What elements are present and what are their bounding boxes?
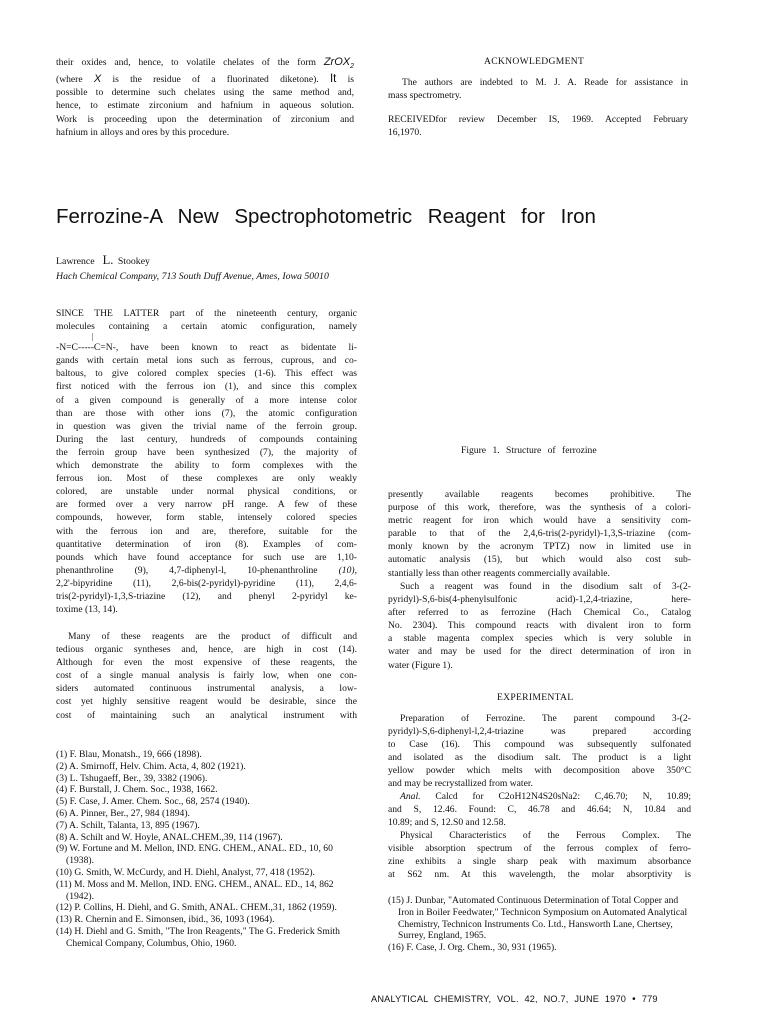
received-note: RECEIVEDfor review December IS, 1969. Accepted February 16,1970. — [388, 114, 688, 139]
reference-item: (5) F. Case, J. Amer. Chem. Soc., 68, 2574 (1940). — [56, 796, 250, 808]
reference-item: (10) G. Smith, W. McCurdy, and H. Diehl, Analyst, 77, 418 (1952). — [56, 866, 315, 878]
author-affiliation: Hach Chemical Company, 713 South Duff Avenue, Ames, Iowa 50010 — [56, 271, 329, 282]
references-left — [56, 749, 362, 950]
x-symbol: X — [93, 73, 102, 86]
article-title: Ferrozine-A New Spectrophotometric Reagent for Iron — [56, 205, 596, 228]
right-paragraph-1: presently available reagents becomes prohibitive. The purpose of this work, therefore, was the synthesis of a colori- metric reagent for iron which would have a sensitivity com- parable to that of the 2,4,6-tris(2-pyridyl)-1,3,S-triazine (com- monly known by the acronym TPTZ) now in limited use in automatic analysis (15), but which would also cost sub- stantially less than other reagents commercially available. — [388, 489, 691, 579]
reference-item: (16) F. Case, J. Org. Chem., 30, 931 (1965). — [388, 942, 557, 954]
reference-item: (3) L. Tshugaeff, Ber., 39, 3382 (1906). — [56, 772, 208, 784]
references-right — [388, 895, 694, 954]
paragraph-line: hafnium in alloys and ores by this procedure. — [56, 126, 230, 138]
reference-item: (11) M. Moss and M. Mellon, IND. ENG. CHEM., ANAL. ED., 14, 862 (1942). — [56, 878, 334, 902]
paragraph-line: Work is proceeding upon the determination of zirconium and — [56, 113, 354, 125]
paragraph-line: hence, to estimate zirconium and hafnium in aqueous solution. — [56, 100, 354, 112]
right-paragraph-2: Such a reagent was found in the disodium salt of 3-(2- pyridyl)-S,6-bis(4-phenylsulfonic acid)-1,2,4-triazine, here- after referred to as ferrozine (Hach Chemical Co., Catalog No. 2304). This compound reacts with divalent iron to form a stable magenta complex species which is very soluble in water and may be used for the direct determination of iron in water (Figure 1). — [388, 581, 691, 671]
author-middle-initial: L. — [102, 253, 114, 267]
reference-item: (15) J. Dunbar, "Automated Continuous Determination of Total Copper and Iron in Boiler Feedwater," Technicon Symposium on Automated Analytical Chemistry, Technicon Instruments Co. Ltd., Hansworth Lane, Chertsey, Surrey, England, 1965. — [388, 895, 688, 942]
analysis-paragraph: Anal. Calcd for C2oH12N4S20sNa2: C,46.70; N, 10.89; and S, 12.46. Found: C, 46.78 and 46.64; N, 10.84 and 10.89; and S, 12.S0 and 12.58. — [388, 791, 691, 829]
intro-paragraph-2: Many of these reagents are the product of difficult and tedious organic syntheses and, hence, are high in cost (14). Although for even the most expensive of these reagents, the cost of a single manual analysis is fairly low, when one con- siders automated continuous instrumental analysis, a low- cost yet highly sensitive reagent would be desirable, since the cost of maintaining such an analytical instrument with — [56, 631, 357, 721]
reference-item: (4) F. Burstall, J. Chem. Soc., 1938, 1662. — [56, 784, 218, 796]
page-footer — [371, 994, 658, 1005]
intro-paragraph-1: SINCE THE LATTER part of the nineteenth century, organic molecules containing a certain atomic configuration, namely | -N=C-----C=N-, have been known to react as bidentate li- gands with certain metal ions such as ferrous, cuprous, and co- baltous, to give colored complex species (1-6). This effect was first noticed with the ferrous ion (1), and since this complex of a given compound is generally of a more intense color than are those with other ions (7), the atomic configuration in question was given the trivial name of the ferroin group. During the last century, hundreds of compounds containing the ferroin group have been synthesized (7), the majority of which demonstrate the ability to form complexes with the ferrous ion. Most of these complexes are only weakly colored, are unstable under normal physical conditions, or are formed over a very narrow pH range. A few of these compounds, however, form stable, intensely colored species with the ferrous ion and are, therefore, suitable for the quantitative determination of iron (8). Examples of com- pounds which have found acceptance for such use are 1,10- phenanthroline (9), 4,7-diphenyl-l, 10-phenanthroline (10), 2,2'-bipyridine (11), 2,6-bis(2-pyridyl)-pyridine (11), 2,4,6- tris(2-pyridyl)-1,3,S-triazine (12), and phenyl 2-pyridyl ke- toxime (13, 14). — [56, 308, 357, 616]
reference-item: (2) A. Smirnoff, Helv. Chim. Acta, 4, 802 (1921). — [56, 760, 246, 772]
acknowledgment-heading: ACKNOWLEDGMENT — [484, 56, 585, 67]
acknowledgment-paragraph: The authors are indebted to M. J. A. Reade for assistance in mass spectrometry. — [388, 77, 688, 102]
preparation-paragraph: Preparation of Ferrozine. The parent compound 3-(2- pyridyl)-S,6-diphenyl-l,2,4-triazine was prepared according to Case (16). This compound was subsequently sulfonated and isolated as the disodium salt. The product is a light yellow powder which melts with decomposition above 350°C and may be recrystallized from water. — [388, 713, 691, 790]
top-left-paragraph: their oxides and, hence, to volatile chelates of the form ZrOX$_2$ (where X is the residue of a fluorinated diketone). It is possible to determine such chelates using the same method and, hence, to estimate zirconium and hafnium in aqueous solution. Work is proceeding upon the determination of zirconium and hafnium in alloys and ores by this procedure. — [56, 56, 355, 138]
reference-item: (9) W. Fortune and M. Mellon, IND. ENG. CHEM., ANAL. ED., 10, 60 (1938). — [56, 843, 333, 867]
reference-item: (1) F. Blau, Monatsh., 19, 666 (1898). — [56, 749, 202, 760]
paragraph-line: possible to determine such chelates using the same method and, — [56, 87, 354, 99]
paragraph-line: their oxides and, hence, to volatile chelates of the form — [56, 57, 316, 68]
experimental-heading: EXPERIMENTAL — [497, 692, 574, 703]
author-first-name: Lawrence — [56, 256, 95, 267]
reference-item: (13) R. Chernin and E. Simonsen, ibid., 36, 1093 (1964). — [56, 914, 275, 926]
formula-zrox: ZrOX$_2$ — [323, 56, 354, 71]
page-number: 779 — [641, 994, 658, 1004]
author-last-name: Stookey — [117, 256, 150, 267]
footer-bullet-icon: • — [632, 994, 636, 1005]
reference-item: (14) H. Diehl and G. Smith, "The Iron Reagents," The G. Frederick Smith Chemical Company, Columbus, Ohio, 1960. — [56, 925, 340, 949]
reference-item: (6) A. Pinner, Ber., 27, 984 (1894). — [56, 807, 190, 819]
journal-citation: ANALYTICAL CHEMISTRY, VOL. 42, NO.7, JUNE 1970 — [371, 994, 627, 1004]
reference-item: (8) A. Schilt and W. Hoyle, ANAL.CHEM.,39, 114 (1967). — [56, 831, 283, 843]
author-line — [56, 253, 150, 268]
physical-characteristics-paragraph: Physical Characteristics of the Ferrous Complex. The visible absorption spectrum of the ferrous complex of ferro- zine exhibits a single sharp peak with maximum absorbance at S62 nm. At this wavelength, the molar absorptivity is — [388, 830, 691, 881]
reference-item: (7) A. Schilt, Talanta, 13, 895 (1967). — [56, 819, 200, 831]
figure-caption: Figure 1. Structure of ferrozine — [461, 445, 597, 456]
reference-item: (12) P. Collins, H. Diehl, and G. Smith, ANAL. CHEM.,31, 1862 (1959). — [56, 902, 337, 914]
